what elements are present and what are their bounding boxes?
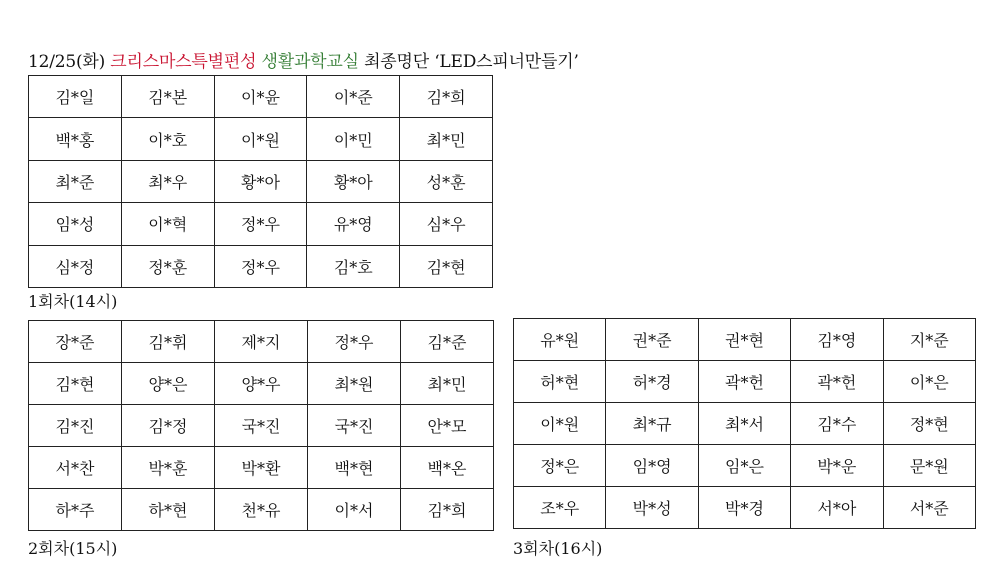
name-cell: 정*우 [214,245,307,287]
name-cell: 문*원 [883,445,975,487]
name-cell: 이*민 [307,118,400,160]
name-cell: 장*준 [29,321,122,363]
name-cell: 국*진 [308,405,401,447]
name-cell: 권*준 [606,319,698,361]
name-cell: 김*수 [791,403,883,445]
name-cell: 이*서 [308,489,401,531]
name-cell: 이*은 [883,361,975,403]
name-cell: 임*은 [698,445,790,487]
name-cell: 최*서 [698,403,790,445]
name-cell: 안*모 [401,405,494,447]
name-cell: 지*준 [883,319,975,361]
name-cell: 권*현 [698,319,790,361]
table-row [29,363,494,405]
name-cell: 서*찬 [29,447,122,489]
name-cell: 김*현 [29,363,122,405]
name-cell: 김*정 [122,405,215,447]
name-cell: 정*훈 [121,245,214,287]
name-cell: 이*윤 [214,76,307,118]
name-cell: 심*우 [400,203,493,245]
table-row [29,118,493,160]
title-roster: 최종명단 [364,52,429,72]
name-cell: 허*현 [514,361,606,403]
name-cell: 조*우 [514,487,606,529]
name-cell: 김*영 [791,319,883,361]
name-cell: 양*우 [215,363,308,405]
name-cell: 하*현 [122,489,215,531]
session-1-table [28,75,493,288]
name-cell: 심*정 [29,245,122,287]
name-cell: 제*지 [215,321,308,363]
name-cell: 서*준 [883,487,975,529]
name-cell: 유*영 [307,203,400,245]
name-cell: 임*성 [29,203,122,245]
title-program: ‘LED스피너만들기’ [434,52,579,72]
table-row [29,447,494,489]
name-cell: 이*원 [514,403,606,445]
name-cell: 박*성 [606,487,698,529]
name-cell: 황*아 [307,160,400,202]
name-cell: 박*경 [698,487,790,529]
name-cell: 하*주 [29,489,122,531]
name-cell: 서*아 [791,487,883,529]
table-row [514,319,976,361]
page-title [28,47,579,72]
table-row [29,405,494,447]
name-cell: 김*진 [29,405,122,447]
name-cell: 유*원 [514,319,606,361]
table-row [514,403,976,445]
name-cell: 김*휘 [122,321,215,363]
table-row [29,245,493,287]
name-cell: 최*우 [121,160,214,202]
name-cell: 최*민 [400,118,493,160]
name-cell: 최*준 [29,160,122,202]
name-cell: 백*홍 [29,118,122,160]
name-cell: 성*훈 [400,160,493,202]
name-cell: 김*준 [401,321,494,363]
table-row [29,489,494,531]
session-1-label: 1회차(14시) [28,292,118,311]
name-cell: 김*호 [307,245,400,287]
name-cell: 정*우 [214,203,307,245]
title-special: 크리스마스특별편성 [110,52,257,72]
name-cell: 이*혁 [121,203,214,245]
name-cell: 이*준 [307,76,400,118]
name-cell: 김*현 [400,245,493,287]
name-cell: 최*원 [308,363,401,405]
name-cell: 정*현 [883,403,975,445]
table-row [514,445,976,487]
name-cell: 곽*헌 [791,361,883,403]
title-date: 12/25(화) [28,52,106,72]
name-cell: 황*아 [214,160,307,202]
name-cell: 임*영 [606,445,698,487]
table-row [29,76,493,118]
name-cell: 백*현 [308,447,401,489]
name-cell: 박*훈 [122,447,215,489]
name-cell: 박*운 [791,445,883,487]
name-cell: 천*유 [215,489,308,531]
table-row [29,160,493,202]
table-row [29,321,494,363]
name-cell: 국*진 [215,405,308,447]
name-cell: 양*은 [122,363,215,405]
name-cell: 이*원 [214,118,307,160]
table-row [514,361,976,403]
name-cell: 허*경 [606,361,698,403]
name-cell: 정*우 [308,321,401,363]
table-row [514,487,976,529]
title-class-name: 생활과학교실 [261,52,359,72]
name-cell: 최*민 [401,363,494,405]
name-cell: 김*일 [29,76,122,118]
name-cell: 정*은 [514,445,606,487]
name-cell: 최*규 [606,403,698,445]
name-cell: 백*온 [401,447,494,489]
table-row [29,203,493,245]
name-cell: 박*환 [215,447,308,489]
session-3-label: 3회차(16시) [513,539,603,558]
name-cell: 곽*헌 [698,361,790,403]
session-2-label: 2회차(15시) [28,539,118,558]
name-cell: 김*희 [401,489,494,531]
name-cell: 김*본 [121,76,214,118]
name-cell: 이*호 [121,118,214,160]
name-cell: 김*희 [400,76,493,118]
session-2-table [28,320,494,531]
session-3-table [513,318,976,529]
